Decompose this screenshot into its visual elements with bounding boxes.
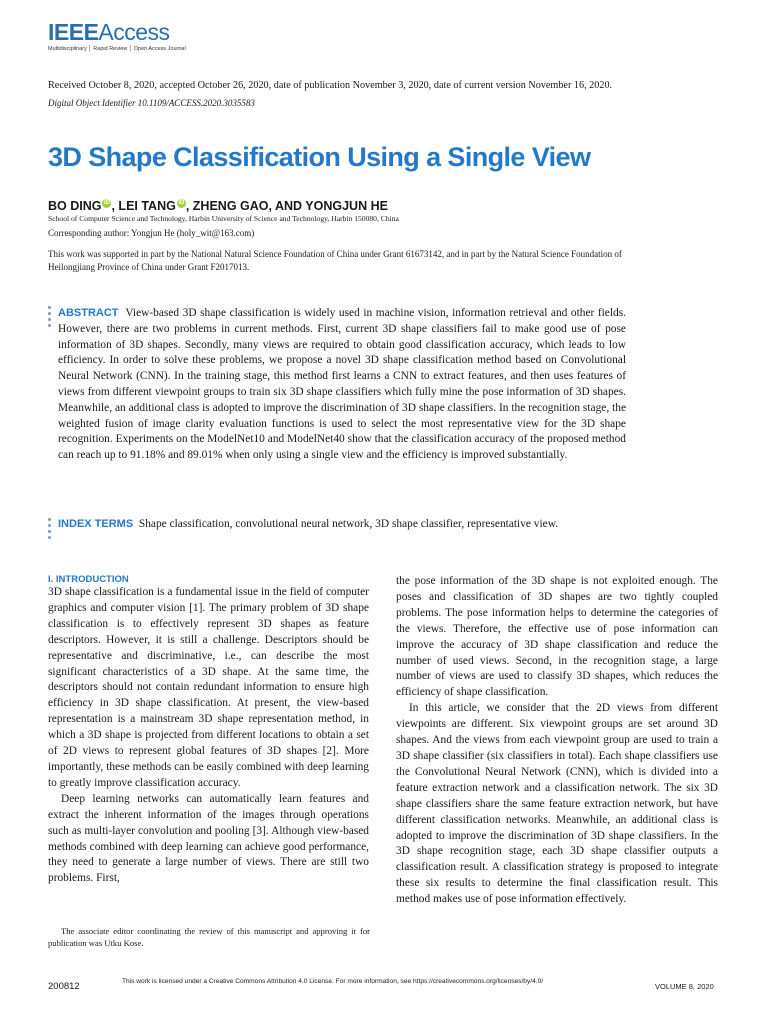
left-column — [48, 574, 369, 887]
paper-title: 3D Shape Classification Using a Single View — [48, 142, 591, 172]
orcid-icon[interactable]: iD — [178, 200, 185, 206]
received-dates: Received October 8, 2020, accepted October 26, 2020, date of publication November 3, 2020, date of current version November 16, 2020. — [48, 80, 613, 91]
body-paragraph: In this article, we consider that the 2D views from different viewpoints are different. Six viewpoint groups are set around 3D shapes. And the views from each viewpoint group are used to train a 3D shape classifier (six classifiers in total). Each shape classifiers use the Convolutional Neural Network (CNN), which is divided into a feature extraction network and a classification network. The six 3D shape classifiers share the same feature extraction network, but have different classification networks. Meanwhile, an additional class is adopted to improve the discrimination of 3D shape classifiers. In the 3D shape recognition stage, each 3D shape classifier outputs a classification result. A classification strategy is proposed to integrate these six results to determine the final classification result. This method makes use of pose information effectively. — [396, 702, 718, 906]
volume-label: VOLUME 8, 2020 — [655, 982, 714, 991]
doi-line: Digital Object Identifier 10.1109/ACCESS.2020.3035583 — [48, 98, 255, 108]
author-name: , ZHENG GAO, AND YONGJUN HE — [185, 199, 388, 213]
index-terms-marker-icon — [48, 518, 51, 542]
abstract-label: ABSTRACT — [58, 307, 119, 319]
logo-brand-bold: IEEE — [48, 19, 99, 45]
abstract-text: View-based 3D shape classification is widely used in machine vision, information retrieval and other fields. However, there are two problems in current methods. First, current 3D shape classifiers fail to make good use of pose information of 3D shapes. Secondly, many views are required to obtain good classification accuracy, which leads to low efficiency. In order to solve these problems, we propose a novel 3D shape classification method based on Convolutional Neural Network (CNN). In the training stage, this method first learns a CNN to extract features, and then uses features of views from different viewpoint groups to train six 3D shape classifiers which fully mine the pose information of 3D shapes. Meanwhile, an additional class is adopted to improve the discrimination of 3D shape classifiers. In the recognition stage, the weighted fusion of image clarity evaluation functions is used to select the most representative view for the 3D shape recognition. Experiments on the ModelNet10 and ModelNet40 show that the classification accuracy of the proposed method can reach up to 91.18% and 89.01% when only using a single view and the efficiency is improved substantially. — [58, 307, 626, 462]
footnote: The associate editor coordinating the review of this manuscript and approving it for publication was Utku Kose. — [48, 926, 370, 948]
index-terms-text: Shape classification, convolutional neural network, 3D shape classifier, representative view. — [138, 518, 559, 530]
corresponding-author: Corresponding author: Yongjun He (holy_wit@163.com) — [48, 228, 255, 238]
author-name: , LEI TANG — [111, 199, 176, 213]
body-paragraph: the pose information of the 3D shape is not exploited enough. The poses and classification of 3D shapes are two tightly coupled problems. The pose information helps to determine the categories of the views. Therefore, the effective use of pose information can improve the accuracy of 3D shape classification and reduce the number of used views. Second, in the recognition stage, a large number of views are used to classify 3D shapes, which reduces the efficiency of shape classification. — [396, 575, 718, 699]
abstract-marker-icon — [48, 306, 51, 330]
body-paragraph: 3D shape classification is a fundamental issue in the field of computer graphics and computer vision [1]. The primary problem of 3D shape classification is to effectively represent 3D shapes as feature descriptors. However, it is still a challenge. Descriptors should be representative and discriminative, i.e., can describe the most significant characteristics of a 3D shape. At the same time, the descriptors should not contain redundant information to ensure high efficiency in 3D shape classification. At present, the view-based representation is a mainstream 3D shape representation method, in which a 3D shape is projected from different locations to obtain a set of 2D views to represent global features of 3D shapes [2]. More importantly, these methods can be easily combined with deep learning to greatly improve classification accuracy. — [48, 586, 369, 789]
funding-statement: This work was supported in part by the National Natural Science Foundation of China under Grant 61673142, and in part by the Natural Science Foundation of Heilongjiang Province of China under Grant F2017013. — [48, 249, 622, 272]
license-notice[interactable]: This work is licensed under a Creative Commons Attribution 4.0 License. For more information, see https://creativecommons.org/licenses/by/4.0/ — [122, 978, 544, 985]
right-column — [396, 574, 718, 908]
logo-brand-light: Access — [98, 19, 170, 45]
author-list — [48, 199, 388, 213]
author-name: BO DING — [48, 199, 102, 213]
page-number: 200812 — [48, 981, 80, 992]
body-paragraph: Deep learning networks can automatically learn features and extract the inherent information of the images through operations such as multi-layer convolution and pooling [3]. Although view-based methods combined with deep learning can achieve good performance, they need to generate a large number of views. There are still two problems. First, — [48, 792, 369, 885]
orcid-icon[interactable]: iD — [103, 200, 110, 206]
affiliation: School of Computer Science and Technology, Harbin University of Science and Technology, Harbin 150080, China — [48, 214, 399, 223]
abstract — [58, 306, 626, 464]
section-heading: I. INTRODUCTION — [48, 574, 129, 585]
index-terms-label: INDEX TERMS — [58, 518, 134, 530]
index-terms — [58, 518, 558, 530]
journal-logo — [48, 20, 186, 52]
logo-tagline: Multidisciplinary │ Rapid Review │ Open Access Journal — [48, 46, 186, 52]
